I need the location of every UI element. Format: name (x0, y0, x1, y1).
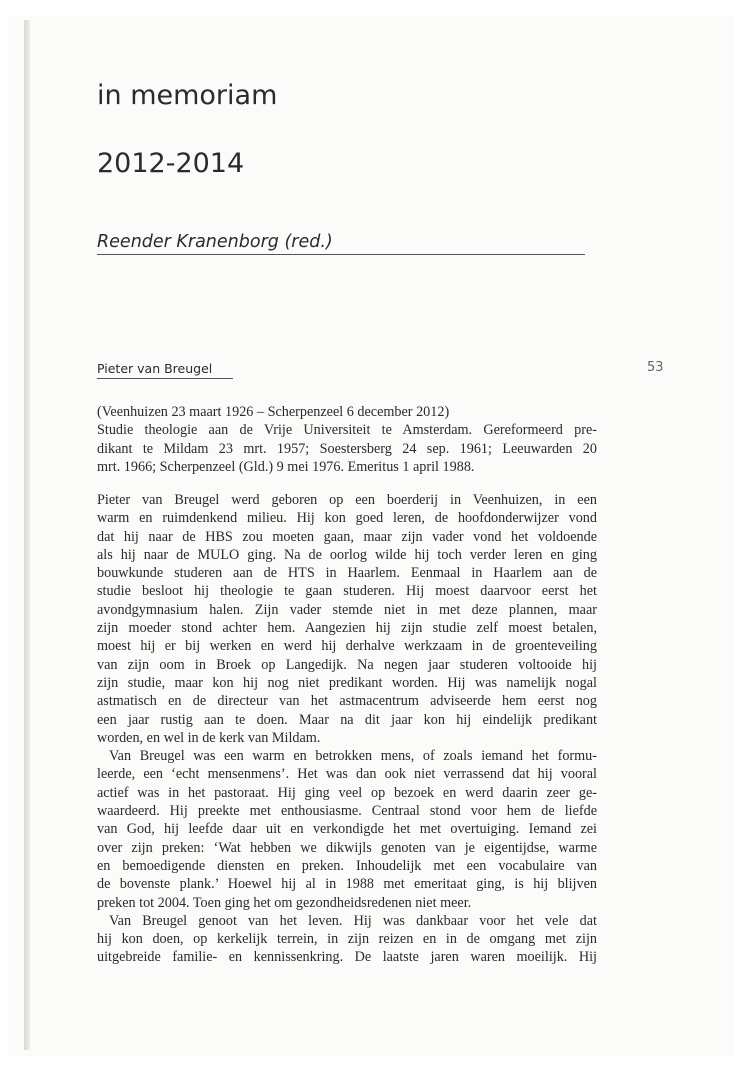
body-line: astmatisch en de directeur van het astmacentrum adviseerde hem eerst nog (97, 693, 597, 710)
entry-body (97, 491, 597, 967)
meta-line: Studie theologie aan de Vrije Universiteit te Amsterdam. Gereformeerd pre- (97, 422, 597, 439)
page-title: in memoriam (97, 80, 278, 111)
body-line: zijn studie, maar kon hij nog niet predikant worden. Hij was namelijk nogal (97, 674, 597, 691)
entry-name: Pieter van Breugel (97, 361, 233, 379)
body-line: zijn moeder stond achter hem. Aangezien hij zijn studie zelf moest betalen, (97, 620, 597, 637)
body-line: van zijn oom in Broek op Langedijk. Na negen jaar studeren voltooide hij (97, 656, 597, 673)
page-number: 53 (647, 360, 664, 375)
body-line: als hij naar de MULO ging. Na de oorlog wilde hij toch verder leren en ging (97, 546, 597, 563)
body-line: dat hij naar de HBS zou moeten gaan, maar zijn vader vond het voldoende (97, 528, 597, 545)
body-line: van God, hij leefde daar uit en verkondigde het met overtuiging. Iemand zei (97, 821, 597, 838)
body-line: over zijn preken: ‘Wat hebben we dikwijls genoten van je eigentijdse, warme (97, 839, 597, 856)
body-line: warm en ruimdenkend milieu. Hij kon goed leren, de hoofdonderwijzer vond (97, 510, 597, 527)
body-line: uitgebreide familie- en kennissenkring. De laatste jaren waren moeilijk. Hij (97, 949, 597, 966)
body-line: een jaar rustig aan te doen. Maar na dit jaar kon hij eindelijk predikant (97, 711, 597, 728)
paragraph-2 (97, 747, 597, 912)
body-line: preken tot 2004. Toen ging het om gezondheidsredenen niet meer. (97, 894, 472, 911)
body-line: de bovenste plank.’ Hoewel hij al in 1988 met emeritaat ging, is hij blijven (97, 876, 597, 893)
body-line: actief was in het pastoraat. Hij ging veel op bezoek en werd daarin zeer ge- (97, 784, 597, 801)
body-line: studie besloot hij theologie te gaan studeren. Hij moest daarvoor eerst het (97, 583, 597, 600)
paragraph-3 (97, 912, 597, 967)
meta-line: mrt. 1966; Scherpenzeel (Gld.) 9 mei 1976. Emeritus 1 april 1988. (97, 458, 475, 475)
body-line: bouwkunde studeren aan de HTS in Haarlem. Eenmaal in Haarlem aan de (97, 565, 597, 582)
meta-line: dikant te Mildam 23 mrt. 1957; Soestersberg 24 sep. 1961; Leeuwarden 20 (97, 440, 597, 457)
body-line: moest hij er bij werken en werd hij derhalve werkzaam in de groenteveiling (97, 638, 597, 655)
body-line: Pieter van Breugel werd geboren op een boerderij in Veenhuizen, in een (97, 492, 597, 508)
page-spine-shadow (24, 20, 30, 1050)
body-line: Van Breugel genoot van het leven. Hij was dankbaar voor het vele dat (109, 912, 597, 929)
body-line: leerde, een ‘echt mensenmens’. Het was dan ook niet verrassend dat hij vooral (97, 766, 597, 783)
body-line: avondgymnasium halen. Zijn vader stemde niet in met deze plannen, maar (97, 601, 597, 618)
body-line: Van Breugel was een warm en betrokken mens, of zoals iemand het formu- (109, 748, 597, 765)
body-line: hij kon doen, op kerkelijk terrein, in zijn reizen en in de omgang met zijn (97, 931, 597, 948)
body-line: waardeerd. Hij preekte met enthousiasme. Centraal stond voor hem de liefde (97, 803, 597, 820)
paragraph-1 (97, 491, 597, 747)
body-line: worden, en wel in de kerk van Mildam. (97, 729, 321, 746)
entry-biographical-data (97, 403, 597, 476)
body-line: en bemoedigende diensten en preken. Inhoudelijk met een vocabulaire van (97, 857, 597, 874)
meta-line: (Veenhuizen 23 maart 1926 – Scherpenzeel 6 december 2012) (97, 404, 450, 420)
editor-credit: Reender Kranenborg (red.) (97, 232, 585, 255)
year-range: 2012-2014 (97, 148, 245, 179)
